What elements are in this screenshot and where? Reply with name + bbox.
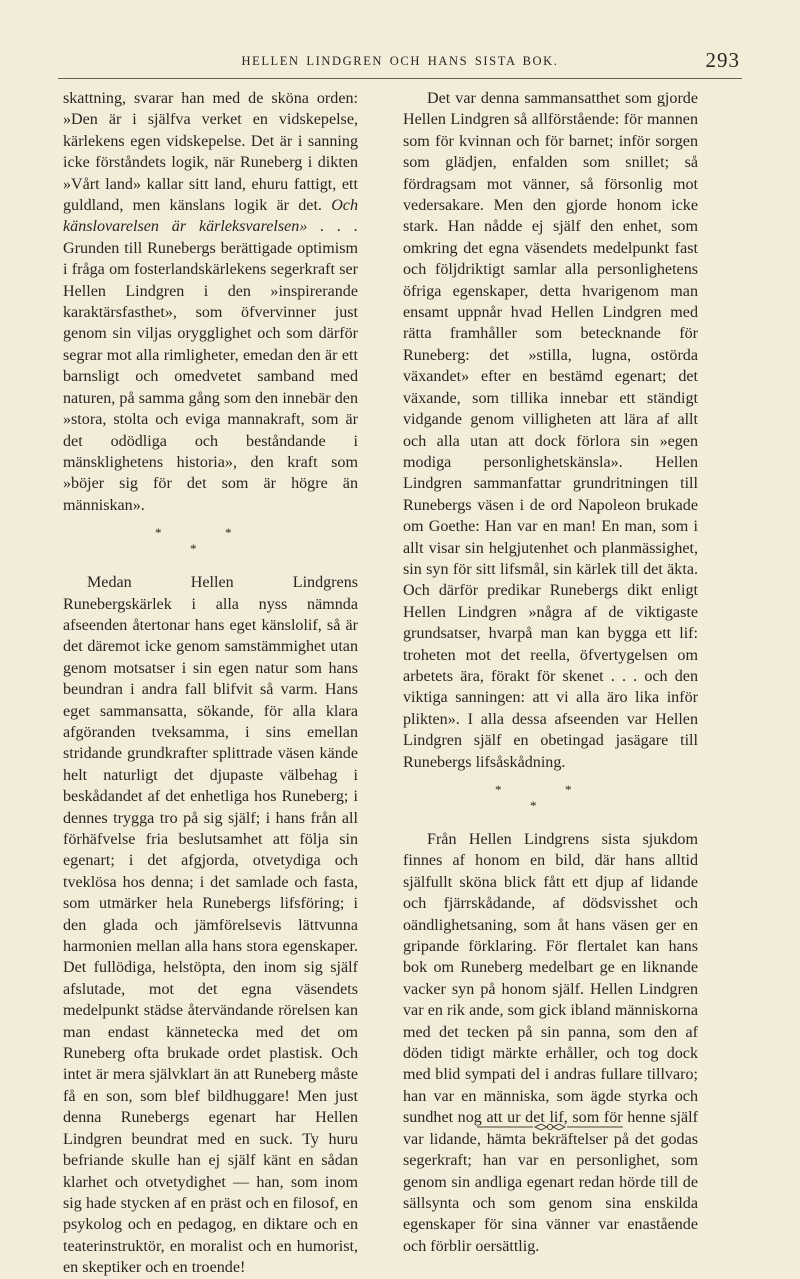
asterisk: * (495, 782, 502, 797)
asterisk: * (190, 541, 197, 557)
paragraph: Det var denna sammansatthet som gjorde Hellen Lindgren så allförstående: för mannen som för kvinnan och för barnet; inför sorgen som glädjen, enfalden som snillet; så fördragsam mot vänner, så försonlig mot vedersakare. Men den gjorde honom icke stark. Han nådde ej själf den enhet, som omkring det egna väsendets medelpunkt fast och följdriktigt samlar alla personlighetens öfriga egenskaper, detta hvarigenom man ensamt uppnår hvad Hellen Lindgren med rätta framhåller som betecknande för Runeberg: det »stilla, lugna, ostörda växandet» efter en bestämd egenart; det växande, som tillika innebar ett ständigt vidgande genom villigheten att lära af allt och alla utan att dock förlora sin »egen modiga personlighetskänsla». Hellen Lindgren sammanfattar grundritningen till Runebergs väsen i de ord Napoleon brukade om Goethe: Han var en man! En man, som i allt visar sin helgjutenhet och planmässighet, sin syn för sitt lifsmål, sin kärlek till det äkta. Och därför predikar Runebergs dikt enligt Hellen Lindgren »några af de viktigaste grundsatser, hvarpå man kan bygga ett lif: troheten mot det reella, öfvertygelsen om arbetets ära, förakt för skenet . . . och den viktiga sanningen: att vi alla äro lika inför plikten». I alla dessa afseenden var Hellen Lindgren själf en obetingad jasägare till Runebergs lifsåskådning. (403, 90, 698, 771)
section-break-asterisks (403, 777, 698, 819)
italic-quote: Och känslovarelsen är kärleksvarelsen» . . . (63, 197, 358, 236)
asterisk: * (565, 782, 572, 797)
text-span: skattning, svarar han med de sköna orden: »Den är i själfva verket en vidskepelse, kärlekens egen vidskepelse. Det är i sanning icke förståndets logik, när Runeberg i dikten »Vårt land» kallar sitt land, ehuru fattigt, ett guldland, men känslans logik är det. (63, 90, 358, 215)
page-header (60, 50, 740, 74)
header-rule (58, 78, 742, 79)
section-break-asterisks (63, 520, 358, 562)
paragraph: Från Hellen Lindgrens sista sjukdom finnes af honom en bild, där hans alltid själfullt sköna blick fått ett djup af lidande och fjärrskådande, af dödsvisshet och oändlighetsaning, som åt hans väsen ger en gripande förklaring. För flertalet kan hans bok om Runeberg medelbart ge en liknande vacker syn på honom själf. Hellen Lindgren var en rik ande, som gick ibland människorna med det tecken på sin panna, som den af döden tidigt märkte erhåller, och tog dock med blid sympati del i andras fullare tillvaro; han var en människa, som ägde styrka och sundhet nog att ur det lif, som för henne själf var lidande, hämta bekräftelser på det godas segerkraft; han var en personlighet, som genom sin andliga egenart redan hörde till de sällsynta och som genom sina enskilda egenskaper för sina vänner var enastående och förblir oersättlig. (403, 831, 698, 1255)
paragraph: Medan Hellen Lindgrens Runebergskärlek i alla nyss nämnda afseenden återtonar hans eget känslolif, så är det däremot icke genom samstämmighet utan genom motsatser i sin egen natur som hans beundran i andra fall blifvit så varm. Hans eget sammansatta, sökande, för alla klara afgöranden tveksamma, i sins emellan stridande grundkrafter splittrade väsen kände helt naturligt det djupaste välbehag i beskådandet af det enhetliga hos Runeberg; i dennes trygga tro på sig själf; i hans från all förhäfvelse fria beslutsamhet att följa sin egenart; i det afgjorda, otvetydiga och tveklösa hos denna; i det samlade och fasta, som utmärker hela Runebergs lifsföring; i den glada och jämförelsevis lättvunna harmonien mellan alla hans stora egenskaper. Det fullödiga, helstöpta, den inom sig själf afslutade, mot det egna väsendets medelpunkt städse återvändande rörelsen kan man endast kännetecka med det om Runeberg ofta brukade ordet plastisk. Och intet är mera självklart än att Runeberg måste få en son, som blef bildhuggare! Men just denna Runebergs egenart har Hellen Lindgren beundrat med en suck. Ty huru befriande skulle han ej själf känt en sådan klarhet och otvetydighet — han, som inom sig hade stycken af en präst och en filosof, en psykolog och en pedagog, en diktare och en teaterinstruktör, en moralist och en humorist, en skeptiker och en troende! (63, 574, 358, 1277)
right-column (403, 88, 698, 1257)
running-head: HELLEN LINDGREN OCH HANS SISTA BOK. (241, 54, 559, 68)
asterisk: * (225, 525, 232, 541)
left-column (63, 88, 358, 1279)
text-span: Grunden till Runebergs berättigade optimism i fråga om fosterlandskärlekens segerkraft ser Hellen Lindgren i den »inspirerande karaktärsfasthet», som öfvervinner just genom sin viljas orygglighet och som därför segrar mot alla rimligheter, emedan den är ett barnsligt och omedvetet samband med naturen, på samma gång som den innebär den »stora, stolta och eviga mannakraft, som är det odödliga och beståndande i mänsklighetens historia», den kraft som »böjer sig för det som är högre än människan». (63, 239, 358, 514)
page-number: 293 (705, 48, 740, 72)
end-ornament (475, 1120, 625, 1134)
asterisk: * (530, 798, 537, 813)
asterisk: * (155, 525, 162, 541)
paragraph (63, 88, 358, 516)
